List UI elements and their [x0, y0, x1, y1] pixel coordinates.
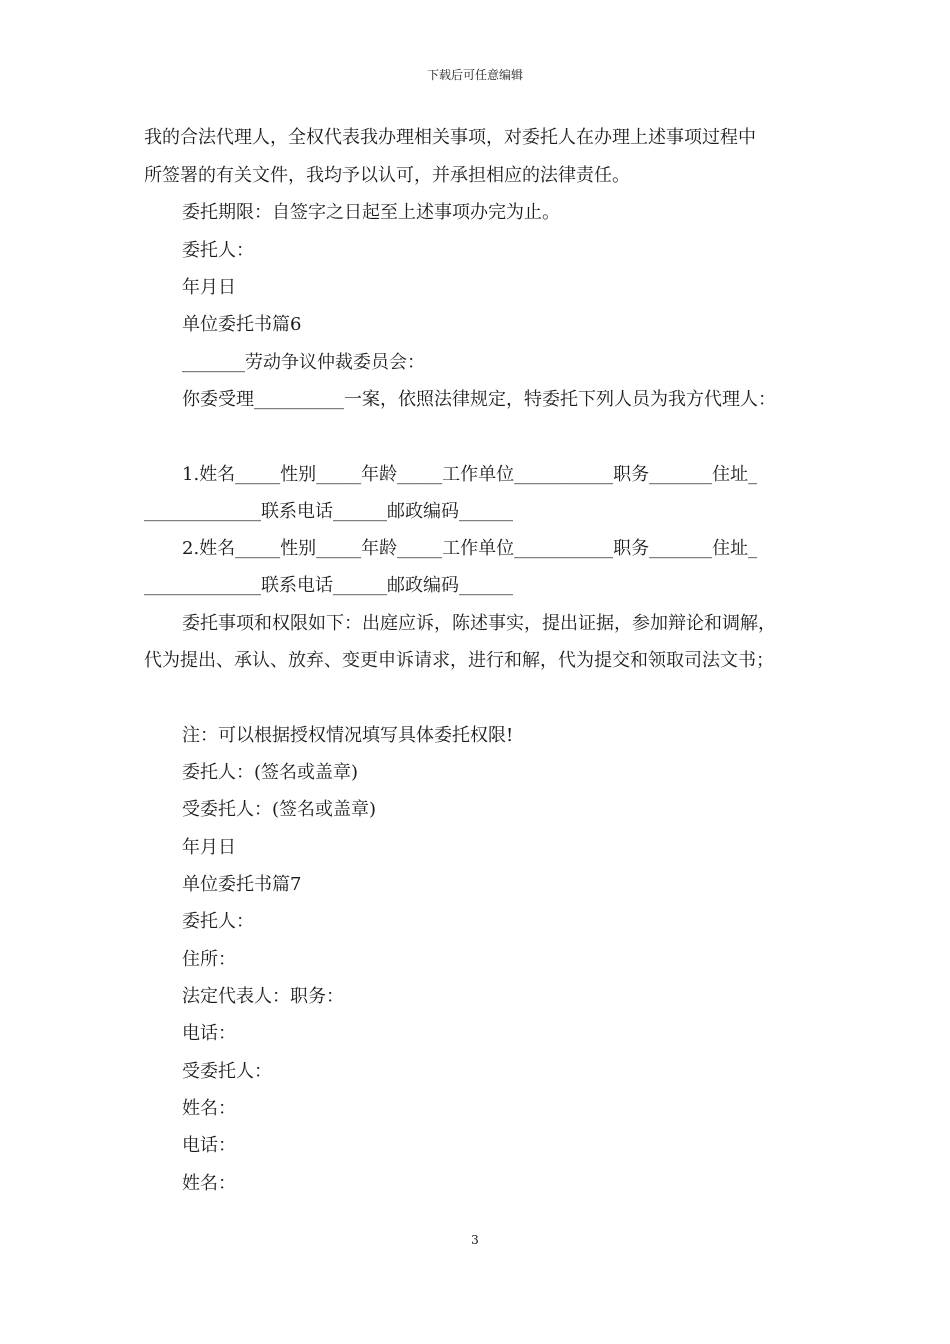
paragraph-line: 年月日 [182, 277, 236, 298]
paragraph-line: 姓名： [182, 1173, 236, 1194]
header-note: 下载后可任意编辑 [426, 68, 523, 82]
paragraph-line: 委托事项和权限如下：出庭应诉，陈述事实，提出证据，参加辩论和调解， [182, 613, 776, 634]
paragraph-line: 委托人：(签名或盖章) [182, 762, 359, 783]
form-line: _____________联系电话______邮政编码______ [144, 575, 513, 596]
paragraph-line: 委托人： [182, 240, 254, 261]
paragraph-line: 法定代表人：职务： [182, 986, 344, 1007]
paragraph-line: 电话： [182, 1135, 236, 1156]
paragraph-line: 电话： [182, 1023, 236, 1044]
paragraph-line: _______劳动争议仲裁委员会： [182, 352, 425, 373]
paragraph-line: 年月日 [182, 837, 236, 858]
paragraph-line: 你委受理__________一案，依照法律规定，特委托下列人员为我方代理人： [182, 389, 776, 410]
paragraph-line: 所签署的有关文件，我均予以认可，并承担相应的法律责任。 [144, 165, 630, 186]
paragraph-line: 注：可以根据授权情况填写具体委托权限! [182, 725, 514, 746]
paragraph-line: 代为提出、承认、放弃、变更申诉请求，进行和解，代为提交和领取司法文书； [144, 650, 774, 671]
form-line: _____________联系电话______邮政编码______ [144, 501, 513, 522]
form-line: 1.姓名_____性别_____年龄_____工作单位___________职务_______住址_ [182, 464, 758, 485]
paragraph-line: 受委托人：(签名或盖章) [182, 799, 377, 820]
form-line: 2.姓名_____性别_____年龄_____工作单位___________职务_______住址_ [182, 538, 758, 559]
page-number: 3 [471, 1233, 479, 1247]
paragraph-line: 姓名： [182, 1098, 236, 1119]
section-heading: 单位委托书篇6 [182, 314, 302, 335]
section-heading: 单位委托书篇7 [182, 874, 302, 895]
paragraph-line: 我的合法代理人，全权代表我办理相关事项，对委托人在办理上述事项过程中 [144, 127, 756, 148]
paragraph-line: 受委托人： [182, 1061, 272, 1082]
paragraph-line: 住所： [182, 949, 236, 970]
paragraph-line: 委托期限：自签字之日起至上述事项办完为止。 [182, 202, 560, 223]
paragraph-line: 委托人： [182, 911, 254, 932]
